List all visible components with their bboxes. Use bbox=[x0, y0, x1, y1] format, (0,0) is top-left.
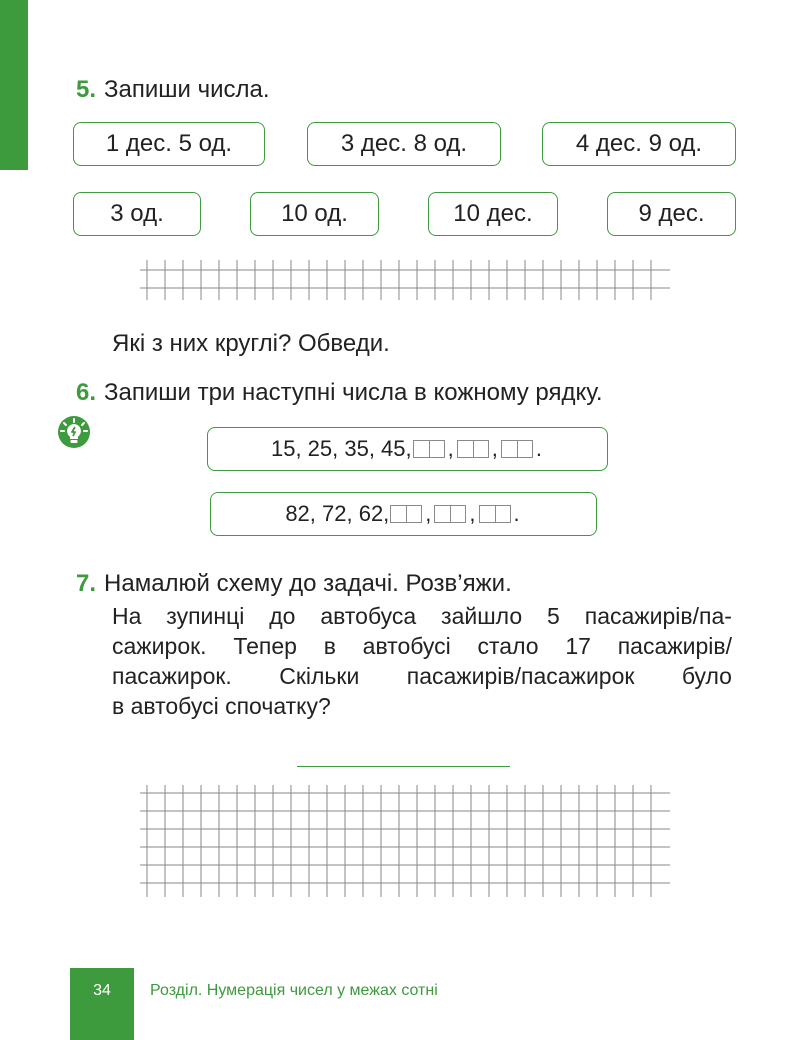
task-7-problem bbox=[112, 601, 732, 721]
sequence-row-2 bbox=[210, 492, 597, 536]
word: стало bbox=[477, 633, 539, 659]
period: . bbox=[535, 436, 543, 461]
problem-line-3 bbox=[112, 661, 732, 691]
comma: , bbox=[447, 436, 454, 461]
sequence-row-1-numbers: 15, 25, 35, 45, bbox=[270, 436, 412, 461]
number-box-6: 10 дес. bbox=[428, 192, 558, 236]
word: пасажирів/ bbox=[617, 633, 732, 659]
answer-cell[interactable] bbox=[501, 440, 533, 458]
word: в автобусі спочатку? bbox=[112, 693, 331, 719]
task-5-number: 5. bbox=[76, 76, 97, 103]
answer-cell[interactable] bbox=[457, 440, 489, 458]
task-5-text: Запиши числа. bbox=[104, 76, 270, 103]
comma: , bbox=[425, 501, 432, 526]
period: . bbox=[513, 501, 520, 526]
word: було bbox=[681, 663, 732, 689]
task-7-text: Намалюй схему до задачі. Розв’яжи. bbox=[104, 570, 512, 597]
number-box-4: 3 од. bbox=[73, 192, 201, 236]
task-7-number: 7. bbox=[76, 570, 97, 597]
word: 5 bbox=[547, 603, 560, 629]
word: сажирок. bbox=[112, 633, 207, 659]
answer-grid-task-5 bbox=[140, 260, 670, 300]
task-5-question: Які з них круглі? Обведи. bbox=[112, 330, 390, 357]
word: в bbox=[323, 633, 336, 659]
sequence-row-2-numbers: 82, 72, 62, bbox=[285, 501, 390, 526]
page-number-tab bbox=[70, 968, 134, 1040]
comma: , bbox=[469, 501, 476, 526]
task-6-text: Запиши три наступні числа в кожному рядку. bbox=[104, 379, 603, 406]
section-title: Розділ. Нумерація чисел у межах сотні bbox=[150, 982, 438, 999]
word: пасажирів/па- bbox=[584, 603, 732, 629]
answer-cell[interactable] bbox=[390, 505, 422, 523]
word: 17 bbox=[565, 633, 591, 659]
task-5-title bbox=[76, 76, 270, 104]
answer-cell[interactable] bbox=[413, 440, 445, 458]
chapter-side-tab bbox=[0, 0, 28, 170]
problem-line-4 bbox=[112, 691, 732, 721]
number-box-2: 3 дес. 8 од. bbox=[307, 122, 501, 166]
number-box-7: 9 дес. bbox=[607, 192, 736, 236]
word: зупинці bbox=[166, 603, 245, 629]
word: автобусі bbox=[362, 633, 451, 659]
task-7-title bbox=[76, 570, 512, 598]
task-6-number: 6. bbox=[76, 379, 97, 406]
word: зайшло bbox=[441, 603, 523, 629]
word: автобуса bbox=[320, 603, 417, 629]
task-6-title bbox=[76, 379, 603, 407]
number-box-5: 10 од. bbox=[250, 192, 379, 236]
problem-line-2 bbox=[112, 631, 732, 661]
word: На bbox=[112, 603, 142, 629]
page-number: 34 bbox=[93, 982, 111, 999]
answer-grid-task-7 bbox=[140, 785, 670, 897]
sequence-row-1 bbox=[207, 427, 608, 471]
answer-cell[interactable] bbox=[434, 505, 466, 523]
comma: , bbox=[491, 436, 498, 461]
lightbulb-icon bbox=[57, 415, 91, 449]
word: Тепер bbox=[233, 633, 297, 659]
word: Скільки bbox=[279, 663, 360, 689]
number-box-3: 4 дес. 9 од. bbox=[542, 122, 736, 166]
scheme-answer-line[interactable] bbox=[297, 766, 510, 767]
word: пасажирів/пасажирок bbox=[406, 663, 635, 689]
problem-line-1 bbox=[112, 601, 732, 631]
answer-cell[interactable] bbox=[479, 505, 511, 523]
number-box-1: 1 дес. 5 од. bbox=[73, 122, 265, 166]
word: до bbox=[269, 603, 296, 629]
word: пасажирок. bbox=[112, 663, 232, 689]
